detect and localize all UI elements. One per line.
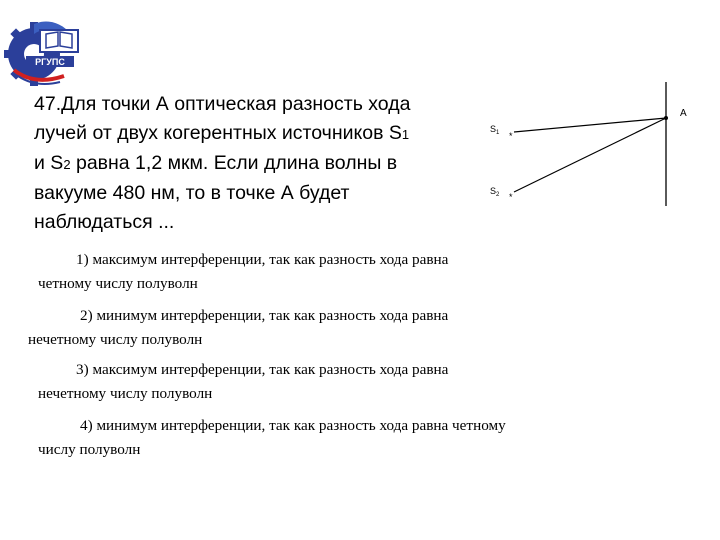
question-line: и S2 равна 1,2 мкм. Если длина волны в <box>34 152 398 174</box>
point-a-label: A <box>680 108 687 119</box>
answer-option: 1) максимум интерференции, так как разность хода равна четному числу полуволн <box>38 251 449 292</box>
source-s2-star: * <box>509 192 513 202</box>
interference-diagram <box>480 70 720 220</box>
question-line: наблюдаться ... <box>34 211 175 233</box>
ray-s1 <box>514 118 666 132</box>
question-text <box>34 90 474 237</box>
ray-s2 <box>514 118 666 192</box>
question-line: вакууме 480 нм, то в точке А будет <box>34 182 350 204</box>
question-line: 47.Для точки А оптическая разность хода <box>34 93 411 115</box>
answer-option: 3) максимум интерференции, так как разность хода равна нечетному числу полуволн <box>38 361 449 402</box>
logo-text: РГУПС <box>35 57 65 67</box>
source-s1-label: $S_1$ <box>490 124 500 136</box>
answer-option: 2) минимум интерференции, так как разность хода равна нечетному числу полуволн <box>28 307 449 348</box>
source-s2-label: $S_2$ <box>490 186 500 198</box>
question-line: лучей от двух когерентных источников S1 <box>34 122 410 144</box>
answer-option: 4) минимум интерференции, так как разность хода равна четному числу полуволн <box>38 417 506 458</box>
point-a <box>664 116 668 120</box>
source-s1-star: * <box>509 131 513 141</box>
university-logo <box>4 12 84 88</box>
